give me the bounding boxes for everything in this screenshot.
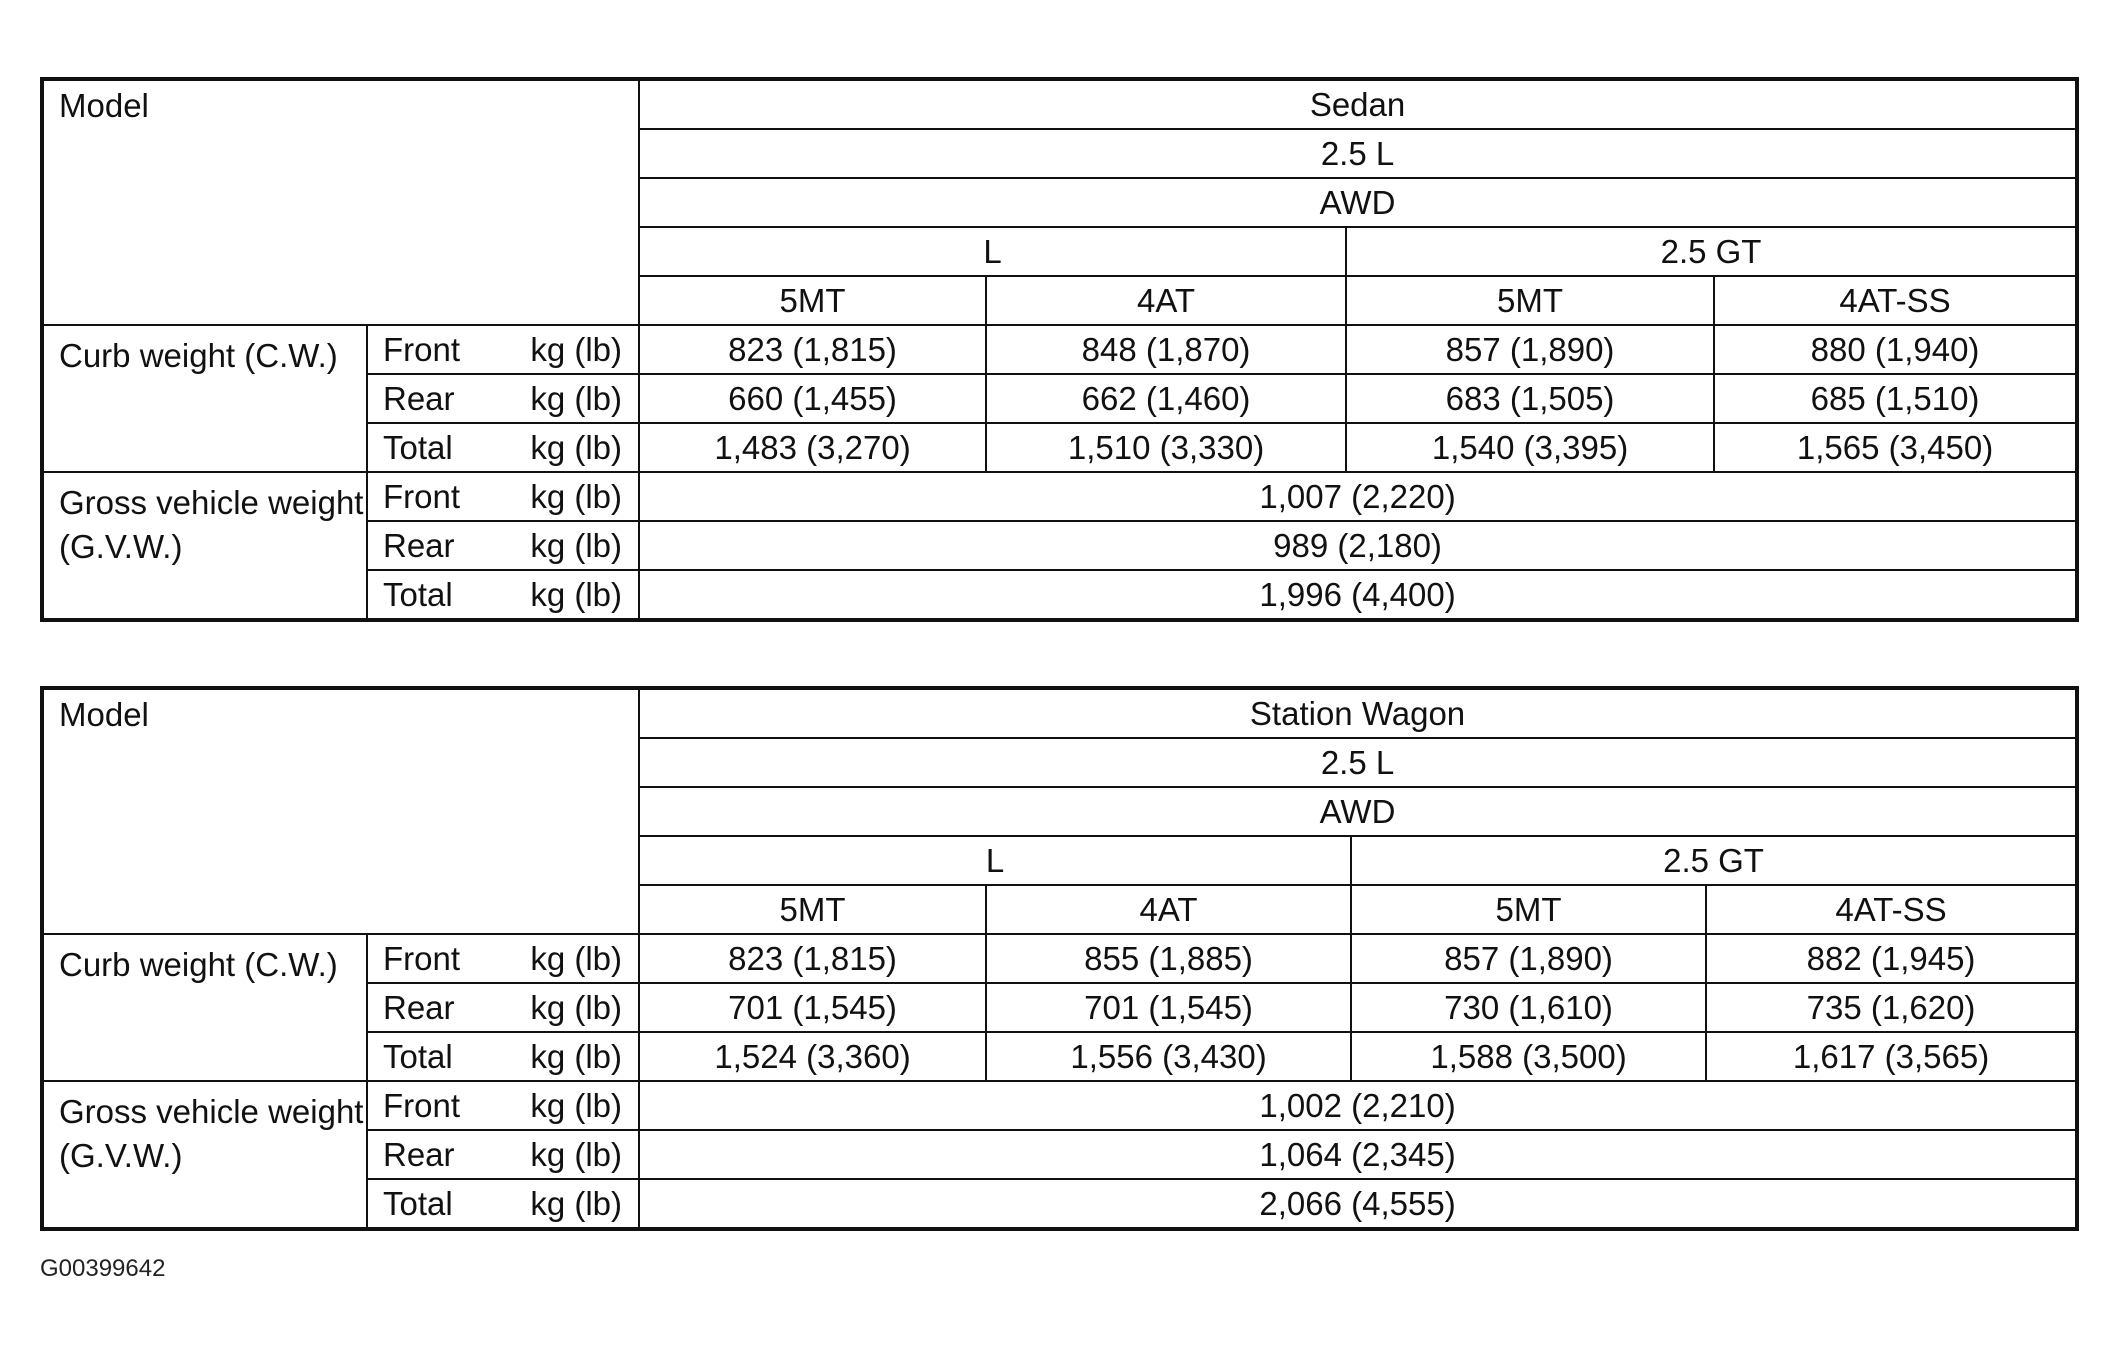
unit-label: kg (lb): [517, 1130, 639, 1179]
station-wagon-weight-table: [40, 686, 2079, 1231]
unit-label: kg (lb): [517, 423, 639, 472]
body-style-header: Station Wagon: [639, 688, 2077, 738]
model-header: Model: [42, 79, 639, 325]
weight-cell: 823 (1,815): [639, 934, 986, 983]
weight-cell: 823 (1,815): [639, 325, 986, 374]
transmission-header: 4AT-SS: [1706, 885, 2077, 934]
unit-label: kg (lb): [517, 1081, 639, 1130]
weight-cell: 683 (1,505): [1346, 374, 1714, 423]
weight-cell: 1,588 (3,500): [1351, 1032, 1706, 1081]
transmission-header: 4AT: [986, 885, 1351, 934]
curb-weight-label: Curb weight (C.W.): [42, 934, 367, 1081]
gvw-value-cell: 1,007 (2,220): [639, 472, 2077, 521]
gvw-value-cell: 1,996 (4,400): [639, 570, 2077, 620]
drive-header: AWD: [639, 178, 2077, 227]
weight-cell: 857 (1,890): [1351, 934, 1706, 983]
gvw-label: Gross vehicle weight (G.V.W.): [42, 1081, 367, 1229]
position-label: Front: [367, 472, 517, 521]
engine-header: 2.5 L: [639, 738, 2077, 787]
position-label: Total: [367, 1179, 517, 1229]
unit-label: kg (lb): [517, 521, 639, 570]
gvw-label: Gross vehicle weight (G.V.W.): [42, 472, 367, 620]
grade-header-l: L: [639, 227, 1346, 276]
weight-cell: 685 (1,510): [1714, 374, 2077, 423]
weight-cell: 1,510 (3,330): [986, 423, 1346, 472]
drive-header: AWD: [639, 787, 2077, 836]
model-header: Model: [42, 688, 639, 934]
grade-header-l: L: [639, 836, 1351, 885]
transmission-header: 4AT: [986, 276, 1346, 325]
weight-cell: 848 (1,870): [986, 325, 1346, 374]
unit-label: kg (lb): [517, 983, 639, 1032]
transmission-header: 5MT: [1346, 276, 1714, 325]
position-label: Front: [367, 934, 517, 983]
weight-cell: 1,540 (3,395): [1346, 423, 1714, 472]
transmission-header: 4AT-SS: [1714, 276, 2077, 325]
figure-id: G00399642: [40, 1255, 166, 1282]
weight-cell: 1,556 (3,430): [986, 1032, 1351, 1081]
gvw-value-cell: 2,066 (4,555): [639, 1179, 2077, 1229]
body-style-header: Sedan: [639, 79, 2077, 129]
table-row: [42, 934, 2077, 983]
position-label: Rear: [367, 521, 517, 570]
table-row: [42, 472, 2077, 521]
transmission-header: 5MT: [639, 276, 986, 325]
position-label: Total: [367, 423, 517, 472]
unit-label: kg (lb): [517, 374, 639, 423]
table-row: [42, 1081, 2077, 1130]
unit-label: kg (lb): [517, 325, 639, 374]
grade-header-gt: 2.5 GT: [1351, 836, 2077, 885]
sedan-weight-table: [40, 77, 2079, 622]
gvw-value-cell: 1,002 (2,210): [639, 1081, 2077, 1130]
transmission-header: 5MT: [1351, 885, 1706, 934]
position-label: Front: [367, 325, 517, 374]
weight-cell: 701 (1,545): [986, 983, 1351, 1032]
gvw-value-cell: 989 (2,180): [639, 521, 2077, 570]
weight-cell: 662 (1,460): [986, 374, 1346, 423]
weight-cell: 1,524 (3,360): [639, 1032, 986, 1081]
unit-label: kg (lb): [517, 472, 639, 521]
weight-cell: 857 (1,890): [1346, 325, 1714, 374]
transmission-header: 5MT: [639, 885, 986, 934]
position-label: Rear: [367, 983, 517, 1032]
engine-header: 2.5 L: [639, 129, 2077, 178]
weight-cell: 660 (1,455): [639, 374, 986, 423]
weight-cell: 855 (1,885): [986, 934, 1351, 983]
weight-cell: 701 (1,545): [639, 983, 986, 1032]
unit-label: kg (lb): [517, 1032, 639, 1081]
gvw-value-cell: 1,064 (2,345): [639, 1130, 2077, 1179]
unit-label: kg (lb): [517, 934, 639, 983]
position-label: Total: [367, 570, 517, 620]
unit-label: kg (lb): [517, 1179, 639, 1229]
position-label: Front: [367, 1081, 517, 1130]
weight-cell: 1,565 (3,450): [1714, 423, 2077, 472]
weight-cell: 880 (1,940): [1714, 325, 2077, 374]
position-label: Rear: [367, 374, 517, 423]
grade-header-gt: 2.5 GT: [1346, 227, 2077, 276]
position-label: Rear: [367, 1130, 517, 1179]
weight-cell: 1,483 (3,270): [639, 423, 986, 472]
weight-cell: 882 (1,945): [1706, 934, 2077, 983]
weight-cell: 730 (1,610): [1351, 983, 1706, 1032]
weight-cell: 1,617 (3,565): [1706, 1032, 2077, 1081]
table-row: [42, 325, 2077, 374]
curb-weight-label: Curb weight (C.W.): [42, 325, 367, 472]
unit-label: kg (lb): [517, 570, 639, 620]
weight-cell: 735 (1,620): [1706, 983, 2077, 1032]
position-label: Total: [367, 1032, 517, 1081]
